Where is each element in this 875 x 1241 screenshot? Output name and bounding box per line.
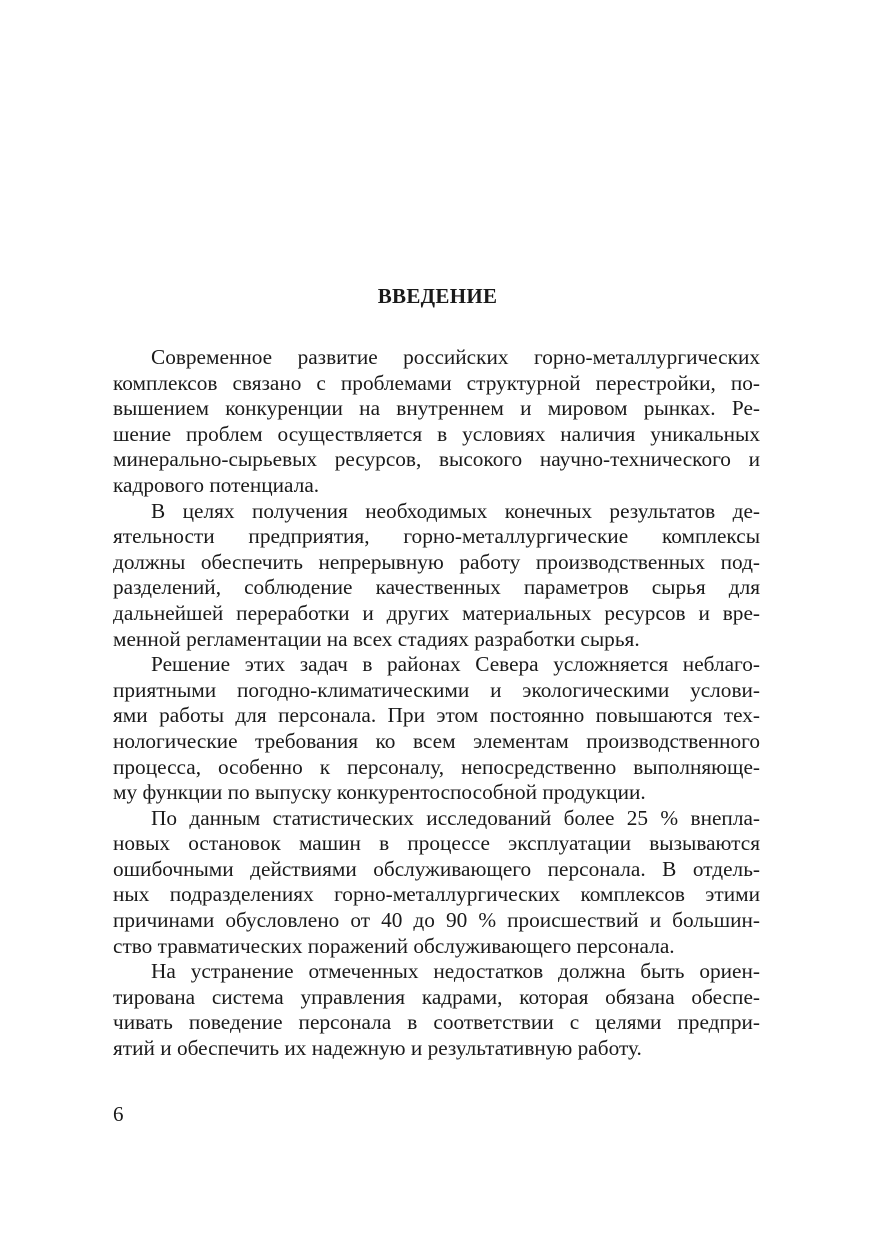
text-line: ями работы для персонала. При этом постоянно повышаются тех- bbox=[113, 703, 760, 728]
text-line: новых остановок машин в процессе эксплуатации вызываются bbox=[113, 831, 760, 856]
body-text bbox=[113, 345, 760, 1062]
text-line: По данным статистических исследований более 25 % внепла- bbox=[151, 805, 760, 830]
text-line: комплексов связано с проблемами структурной перестройки, по- bbox=[113, 370, 760, 395]
text-line: менной регламентации на всех стадиях разработки сырья. bbox=[113, 626, 640, 651]
text-line: дальнейшей переработки и других материальных ресурсов и вре- bbox=[113, 600, 760, 625]
paragraph-2 bbox=[113, 499, 760, 653]
text-line: шение проблем осуществляется в условиях наличия уникальных bbox=[113, 421, 760, 446]
page-title: ВВЕДЕНИЕ bbox=[377, 284, 498, 308]
text-line: На устранение отмеченных недостатков должна быть ориен- bbox=[151, 959, 760, 984]
text-line: вышением конкуренции на внутреннем и мировом рынках. Ре- bbox=[113, 396, 760, 421]
text-line: приятными погодно-климатическими и экологическими услови- bbox=[113, 677, 760, 702]
text-line: ных подразделениях горно-металлургических комплексов этими bbox=[113, 882, 760, 907]
text-line: нологические требования ко всем элементам производственного bbox=[113, 728, 760, 753]
text-line: ошибочными действиями обслуживающего персонала. В отдель- bbox=[113, 856, 760, 881]
text-line: В целях получения необходимых конечных результатов де- bbox=[151, 498, 760, 523]
paragraph-1 bbox=[113, 345, 760, 499]
paragraph-5 bbox=[113, 959, 760, 1061]
text-line: ятельности предприятия, горно-металлургические комплексы bbox=[113, 524, 760, 549]
text-line: му функции по выпуску конкурентоспособной продукции. bbox=[113, 780, 646, 805]
text-line: ство травматических поражений обслуживающего персонала. bbox=[113, 933, 675, 958]
text-line: чивать поведение персонала в соответствии с целями предпри- bbox=[113, 1010, 760, 1035]
text-line: разделений, соблюдение качественных параметров сырья для bbox=[113, 575, 760, 600]
paragraph-4 bbox=[113, 806, 760, 960]
text-line: ятий и обеспечить их надежную и результативную работу. bbox=[113, 1036, 642, 1061]
text-line: Современное развитие российских горно-металлургических bbox=[151, 345, 760, 369]
text-line: причинами обусловлено от 40 до 90 % происшествий и большин- bbox=[113, 908, 760, 933]
text-line: кадрового потенциала. bbox=[113, 472, 320, 497]
text-line: должны обеспечить непрерывную работу производственных под- bbox=[113, 549, 760, 574]
text-line: минерально-сырьевых ресурсов, высокого научно-технического и bbox=[113, 447, 760, 472]
text-line: процесса, особенно к персоналу, непосредственно выполняюще- bbox=[113, 754, 760, 779]
text-line: Решение этих задач в районах Севера усложняется неблаго- bbox=[151, 652, 760, 677]
paragraph-3 bbox=[113, 652, 760, 806]
page-number: 6 bbox=[113, 1102, 124, 1126]
text-line: тирована система управления кадрами, которая обязана обеспе- bbox=[113, 984, 760, 1009]
